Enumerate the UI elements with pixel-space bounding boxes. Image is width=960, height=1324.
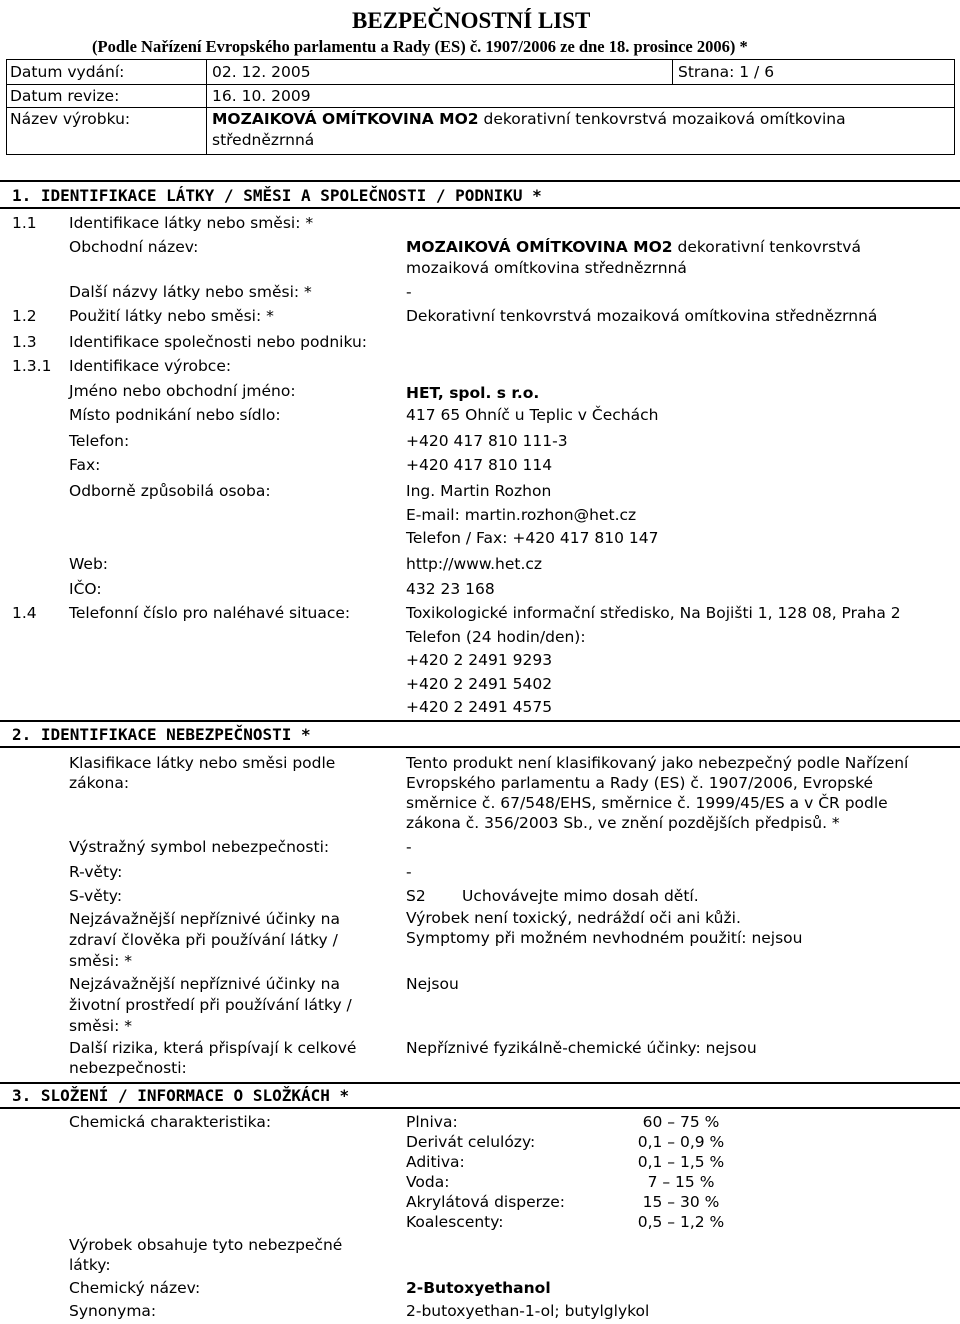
other-names-value: - [406,283,412,301]
phone-value: +420 417 810 111-3 [406,432,568,450]
classification-line-1: Tento produkt není klasifikovaný jako nebezpečný podle Nařízení [406,754,909,772]
header-divider [6,154,955,155]
company-seat-label: Místo podnikání nebo sídlo: [69,406,281,424]
s-phrase-code: S2 [406,887,426,905]
section-1-4-label: Telefonní číslo pro naléhavé situace: [69,604,351,622]
section-divider [0,1107,960,1109]
header-divider [6,107,954,108]
section-2-heading: 2. IDENTIFIKACE NEBEZPEČNOSTI * [12,725,311,744]
component-value: 0,1 – 0,9 % [637,1133,725,1151]
hazard-symbol-label: Výstražný symbol nebezpečnosti: [69,838,330,856]
section-1-3-label: Identifikace společnosti nebo podniku: [69,333,368,351]
emergency-phone-2: +420 2 2491 5402 [406,675,553,693]
other-risks-label-line2: nebezpečnosti: [69,1059,187,1077]
issue-date-label: Datum vydání: [10,63,125,81]
web-label: Web: [69,555,109,573]
chemical-name-label: Chemický název: [69,1279,201,1297]
product-name-rest: dekorativní tenkovrstvá mozaiková omítkovina [478,110,846,128]
header-border-left [6,59,7,155]
s-phrase-text: Uchovávejte mimo dosah dětí. [462,887,699,905]
classification-line-4: zákona č. 356/2003 Sb., ve znění pozdějších předpisů. * [406,814,840,832]
trade-name-label: Obchodní název: [69,238,199,256]
trade-name-rest: dekorativní tenkovrstvá [672,238,861,256]
hazard-symbol-value: - [406,838,412,856]
component-value: 0,1 – 1,5 % [637,1153,725,1171]
component-value: 0,5 – 1,2 % [637,1213,725,1231]
header-column-divider [206,59,207,155]
section-1-2-value: Dekorativní tenkovrstvá mozaiková omítkovina střednězrnná [406,307,878,325]
section-1-2-number: 1.2 [12,307,37,325]
component-name: Koalescenty: [406,1213,504,1231]
component-name: Akrylátová disperze: [406,1193,565,1211]
trade-name-line2: mozaiková omítkovina střednězrnná [406,259,687,277]
synonyms-value: 2-butoxyethan-1-ol; butylglykol [406,1302,650,1320]
other-names-label: Další názvy látky nebo směsi: * [69,283,312,301]
section-3-heading: 3. SLOŽENÍ / INFORMACE O SLOŽKÁCH * [12,1086,350,1105]
section-divider [0,1082,960,1084]
section-1-4-number: 1.4 [12,604,37,622]
section-1-3-1-number: 1.3.1 [12,357,52,375]
section-1-3-number: 1.3 [12,333,37,351]
document-title: BEZPEČNOSTNÍ LIST [352,8,591,33]
responsible-person-name: Ing. Martin Rozhon [406,482,552,500]
issue-date-value: 02. 12. 2005 [212,63,311,81]
classification-line-3: směrnice č. 67/548/EHS, směrnice č. 1999/45/ES a v ČR podle [406,794,888,812]
revision-date-label: Datum revize: [10,87,120,105]
company-seat-value: 417 65 Ohníč u Teplic v Čechách [406,406,659,424]
product-name-value [212,110,846,129]
header-divider [6,84,954,85]
ico-value: 432 23 168 [406,580,495,598]
revision-date-value: 16. 10. 2009 [212,87,311,105]
responsible-person-email[interactable]: E-mail: martin.rozhon@het.cz [406,506,637,524]
header-divider [6,59,954,60]
chemical-name-value: 2-Butoxyethanol [406,1279,551,1297]
emergency-phone-3: +420 2 2491 4575 [406,698,553,716]
product-name-label: Název výrobku: [10,110,131,128]
r-phrases-value: - [406,863,412,881]
header-column-divider [672,59,673,85]
header-border-right [954,59,955,155]
document-subtitle: (Podle Nařízení Evropského parlamentu a Rady (ES) č. 1907/2006 ze dne 18. prosince 2006) * [92,37,748,56]
responsible-person-phone: Telefon / Fax: +420 417 810 147 [406,529,659,547]
env-effects-label-line2: životní prostředí při používání látky / [69,996,352,1014]
emergency-phone-1: +420 2 2491 9293 [406,651,553,669]
phone-label: Telefon: [69,432,130,450]
chemical-characteristics-label: Chemická charakteristika: [69,1113,272,1131]
env-effects-label-line3: směsi: * [69,1017,132,1035]
fax-value: +420 417 810 114 [406,456,553,474]
section-divider [0,180,960,182]
env-effects-label: Nejzávažnější nepříznivé účinky na [69,975,340,993]
component-name: Voda: [406,1173,450,1191]
ico-label: IČO: [69,580,102,598]
other-risks-value: Nepříznivé fyzikálně-chemické účinky: nejsou [406,1039,757,1057]
classification-label-line2: zákona: [69,774,130,792]
r-phrases-label: R-věty: [69,863,123,881]
web-link[interactable]: http://www.het.cz [406,555,543,573]
env-effects-value: Nejsou [406,975,459,993]
fax-label: Fax: [69,456,101,474]
component-value: 15 – 30 % [642,1193,720,1211]
hazardous-substances-label-line2: látky: [69,1256,111,1274]
section-divider [0,720,960,722]
s-phrases-label: S-věty: [69,887,123,905]
health-effects-label-line2: zdraví člověka při používání látky / [69,931,338,949]
company-name-value: HET, spol. s r.o. [406,384,540,402]
section-divider [0,207,960,209]
classification-line-2: Evropského parlamentu a Rady (ES) č. 1907/2006, Evropské [406,774,874,792]
company-name-label: Jméno nebo obchodní jméno: [69,382,296,400]
component-name: Aditiva: [406,1153,465,1171]
synonyms-label: Synonyma: [69,1302,157,1320]
health-effects-line-1: Výrobek není toxický, nedráždí oči ani kůži. [406,909,741,927]
section-1-heading: 1. IDENTIFIKACE LÁTKY / SMĚSI A SPOLEČNOSTI / PODNIKU * [12,186,542,205]
trade-name-bold: MOZAIKOVÁ OMÍTKOVINA MO2 [406,238,673,256]
responsible-person-label: Odborně způsobilá osoba: [69,482,271,500]
section-1-3-1-label: Identifikace výrobce: [69,357,232,375]
classification-label: Klasifikace látky nebo směsi podle [69,754,336,772]
emergency-line-1: Toxikologické informační středisko, Na Bojišti 1, 128 08, Praha 2 [406,604,901,622]
section-1-2-label: Použití látky nebo směsi: * [69,307,274,325]
hazardous-substances-label: Výrobek obsahuje tyto nebezpečné [69,1236,343,1254]
section-divider [0,746,960,748]
product-name-line2: střednězrnná [212,131,315,149]
health-effects-label-line3: směsi: * [69,952,132,970]
component-name: Derivát celulózy: [406,1133,536,1151]
emergency-line-2: Telefon (24 hodin/den): [406,628,586,646]
component-name: Plniva: [406,1113,458,1131]
component-value: 60 – 75 % [642,1113,720,1131]
health-effects-line-2: Symptomy při možném nevhodném použití: nejsou [406,929,803,947]
other-risks-label: Další rizika, která přispívají k celkové [69,1039,357,1057]
health-effects-label: Nejzávažnější nepříznivé účinky na [69,910,340,928]
trade-name-value [406,238,861,257]
page-number: Strana: 1 / 6 [678,63,775,81]
component-value: 7 – 15 % [647,1173,715,1191]
section-1-1-label: Identifikace látky nebo směsi: * [69,214,314,232]
product-name-bold: MOZAIKOVÁ OMÍTKOVINA MO2 [212,110,479,128]
section-1-1-number: 1.1 [12,214,37,232]
